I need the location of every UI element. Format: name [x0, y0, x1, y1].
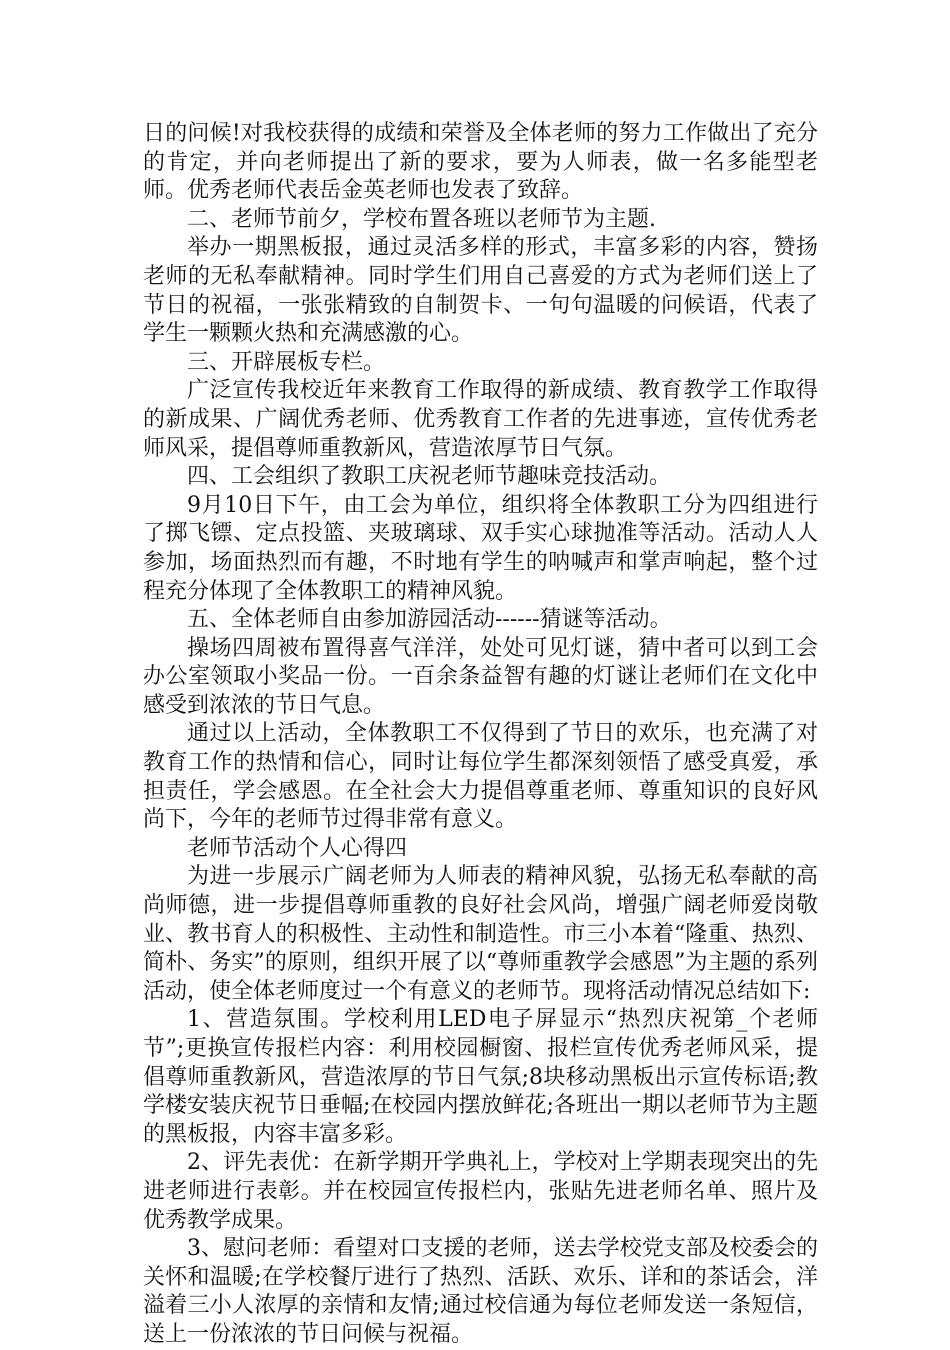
paragraph-blackboard: 举办一期黑板报，通过灵活多样的形式，丰富多彩的内容，赞扬老师的无私奉献精神。同时学生们用自己喜爱的方式为老师们送上了节日的祝福，一张张精致的自制贺卡、一句句温暖的问候语，代表了学生一颗颗火热和充满感激的心。: [143, 235, 818, 347]
paragraph-riddles: 操场四周被布置得喜气洋洋，处处可见灯谜，猜中者可以到工会办公室领取小奖品一份。一百余条益智有趣的灯谜让老师们在文化中感受到浓浓的节日气息。: [143, 635, 818, 718]
section-heading-two: 二、老师节前夕，学校布置各班以老师节为主题.: [187, 206, 656, 232]
document-page: [143, 120, 818, 1350]
article-title-four: 老师节活动个人心得四: [187, 835, 408, 861]
paragraph-item-awards: 2、评先表优：在新学期开学典礼上，学校对上学期表现突出的先进老师进行表彰。并在校园宣传报栏内，张贴先进老师名单、照片及优秀教学成果。: [143, 1150, 818, 1233]
paragraph-intro: 为进一步展示广阔老师为人师表的精神风貌，弘扬无私奉献的高尚师德，进一步提倡尊师重教的良好社会风尚，增强广阔老师爱岗敬业、教书育人的积极性、主动性和制造性。市三小本着“隆重、热烈、简朴、务实”的原则，组织开展了以“尊师重教学会感恩”为主题的系列活动，使全体老师度过一个有意义的老师节。现将活动情况总结如下:: [143, 864, 818, 1004]
section-heading-four: 四、工会组织了教职工庆祝老师节趣味竞技活动。: [187, 464, 672, 490]
paragraph-item-atmosphere: 1、营造氛围。学校利用LED电子屏显示“热烈庆祝第_个老师节”;更换宣传报栏内容：利用校园橱窗、报栏宣传优秀老师风采，提倡尊师重教新风，营造浓厚的节日气氛;8块移动黑板出示宣传标语;教学楼安装庆祝节日垂幅;在校园内摆放鲜花;各班出一期以老师节为主题的黑板报，内容丰富多彩。: [143, 1007, 818, 1147]
paragraph-greeting-continuation: 日的问候!对我校获得的成绩和荣誉及全体老师的努力工作做出了充分的肯定，并向老师提出了新的要求，要为人师表，做一名多能型老师。优秀老师代表岳金英老师也发表了致辞。: [143, 121, 818, 204]
section-heading-five: 五、全体老师自由参加游园活动------猜谜等活动。: [187, 607, 672, 633]
paragraph-competition: 9月10日下午，由工会为单位，组织将全体教职工分为四组进行了掷飞镖、定点投篮、夹玻璃球、双手实心球抛准等活动。活动人人参加，场面热烈而有趣，不时地有学生的呐喊声和掌声响起，整个过程充分体现了全体教职工的精神风貌。: [143, 492, 818, 604]
section-heading-three: 三、开辟展板专栏。: [187, 349, 386, 375]
paragraph-item-visits: 3、慰问老师：看望对口支援的老师，送去学校党支部及校委会的关怀和温暖;在学校餐厅进行了热烈、活跃、欢乐、详和的茶话会，洋溢着三小人浓厚的亲情和友情;通过校信通为每位老师发送一条短信，送上一份浓浓的节日问候与祝福。: [143, 1236, 818, 1347]
paragraph-summary: 通过以上活动，全体教职工不仅得到了节日的欢乐，也充满了对教育工作的热情和信心，同时让每位学生都深刻领悟了感受真爱，承担责任，学会感恩。在全社会大力提倡尊重老师、尊重知识的良好风尚下，今年的老师节过得非常有意义。: [143, 721, 818, 833]
paragraph-exhibition: 广泛宣传我校近年来教育工作取得的新成绩、教育教学工作取得的新成果、广阔优秀老师、优秀教育工作者的先进事迹，宣传优秀老师风采，提倡尊师重教新风，营造浓厚节日气氛。: [143, 378, 818, 461]
